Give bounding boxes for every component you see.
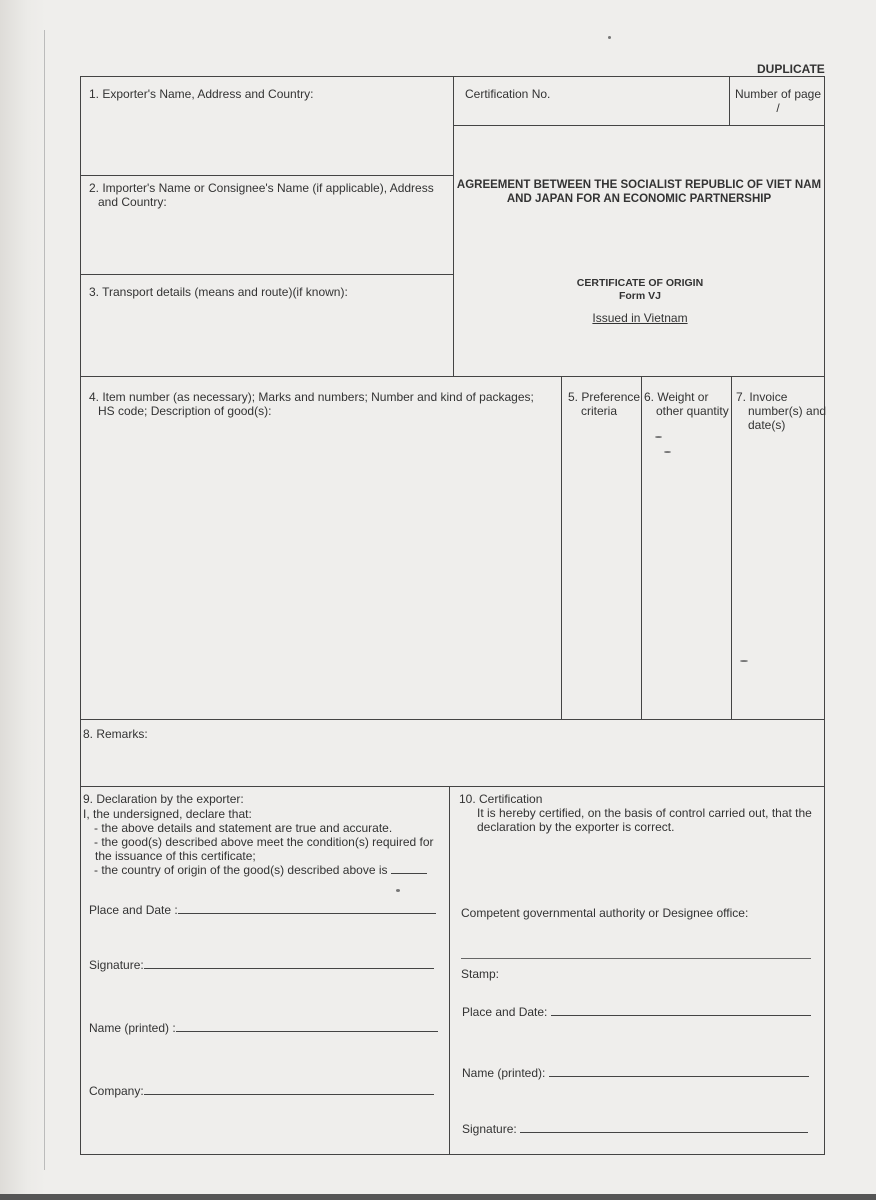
box9-name [89, 1021, 438, 1035]
box3-label: 3. Transport details (means and route)(if known): [89, 285, 348, 299]
divider-goods [80, 719, 824, 720]
divider-top-mid [453, 76, 454, 376]
page-number-value: / [776, 101, 780, 115]
certification-no-label: Certification No. [465, 87, 551, 101]
certificate-issued: Issued in Vietnam [592, 311, 688, 325]
box6-label-line1: 6. Weight or [644, 390, 709, 404]
box7-label-line2: number(s) and [748, 404, 827, 418]
box2-label-line2: and Country: [98, 195, 167, 209]
box7-label-line1: 7. Invoice [736, 390, 788, 404]
exporter-name-field[interactable] [176, 1021, 438, 1032]
box9-item2a: - the good(s) described above meet the condition(s) required for [94, 835, 434, 849]
box1-label: 1. Exporter's Name, Address and Country: [89, 87, 314, 101]
box9-item3 [94, 863, 427, 877]
box10-line1: It is hereby certified, on the basis of control carried out, that the [477, 806, 812, 820]
page-number-label: Number of page [734, 87, 822, 101]
binding-edge [0, 0, 46, 1200]
duplicate-label: DUPLICATE [757, 62, 825, 76]
frame-bottom [80, 1154, 825, 1155]
box9-name-label: Name (printed) : [89, 1021, 176, 1035]
box9-place-date [89, 903, 436, 917]
box9-company-label: Company: [89, 1084, 144, 1098]
speck [655, 436, 662, 438]
box9-signature [89, 958, 434, 972]
box5-label-line1: 5. Preference [568, 390, 641, 404]
certificate-title: CERTIFICATE OF ORIGIN [576, 277, 704, 289]
box10-place-date-label: Place and Date: [462, 1005, 548, 1019]
box9-item1: - the above details and statement are true and accurate. [94, 821, 393, 835]
divider-col5 [561, 376, 562, 719]
divider-remarks [80, 786, 824, 787]
box10-name [462, 1066, 809, 1080]
divider-col6 [641, 376, 642, 719]
divider-box2 [80, 274, 453, 275]
divider-declaration [449, 786, 450, 1154]
certificate-form: Form VJ [618, 290, 661, 302]
box9-company [89, 1084, 434, 1098]
box5-label-line2: criteria [581, 404, 618, 418]
box10-line2: declaration by the exporter is correct. [477, 820, 675, 834]
box2-label-line1: 2. Importer's Name or Consignee's Name (if applicable), Address [89, 181, 434, 195]
box9-intro: I, the undersigned, declare that: [83, 807, 252, 821]
speck [740, 660, 748, 662]
divider-page-number [729, 76, 730, 125]
divider-col7 [731, 376, 732, 719]
divider-box3 [80, 376, 824, 377]
box9-item2b: the issuance of this certificate; [95, 849, 256, 863]
box10-signature [462, 1122, 808, 1136]
frame-left [80, 76, 81, 1154]
box6-label-line2: other quantity [656, 404, 729, 418]
country-of-origin-field[interactable] [391, 863, 427, 874]
bottom-edge [0, 1194, 876, 1200]
exporter-place-date-field[interactable] [178, 903, 436, 914]
box9-item3-text: - the country of origin of the good(s) described above is [94, 863, 388, 877]
authority-name-field[interactable] [549, 1066, 809, 1077]
box9-signature-label: Signature: [89, 958, 144, 972]
speck [608, 36, 611, 39]
exporter-company-field[interactable] [144, 1084, 434, 1095]
box4-label-line1: 4. Item number (as necessary); Marks and numbers; Number and kind of packages; [89, 390, 534, 404]
box10-stamp: Stamp: [461, 967, 500, 981]
authority-place-date-field[interactable] [551, 1005, 811, 1016]
box10-place-date [462, 1005, 811, 1019]
divider-cert-no [453, 125, 824, 126]
authority-line[interactable] [461, 958, 811, 959]
divider-box1 [80, 175, 453, 176]
frame-right [824, 76, 825, 1154]
authority-signature-field[interactable] [520, 1122, 808, 1133]
box10-title: 10. Certification [459, 792, 543, 806]
agreement-line2: AND JAPAN FOR AN ECONOMIC PARTNERSHIP [506, 193, 772, 205]
speck [396, 889, 400, 892]
box10-signature-label: Signature: [462, 1122, 517, 1136]
speck [664, 451, 671, 453]
box10-name-label: Name (printed): [462, 1066, 546, 1080]
exporter-signature-field[interactable] [144, 958, 434, 969]
box7-label-line3: date(s) [748, 418, 786, 432]
agreement-line1: AGREEMENT BETWEEN THE SOCIALIST REPUBLIC OF VIET NAM [456, 179, 822, 191]
binding-line [44, 30, 45, 1170]
box9-title: 9. Declaration by the exporter: [83, 792, 244, 806]
box4-label-line2: HS code; Description of good(s): [98, 404, 272, 418]
box9-place-date-label: Place and Date : [89, 903, 178, 917]
frame-top [80, 76, 824, 77]
box8-label: 8. Remarks: [83, 727, 148, 741]
box10-authority: Competent governmental authority or Designee office: [461, 906, 749, 920]
